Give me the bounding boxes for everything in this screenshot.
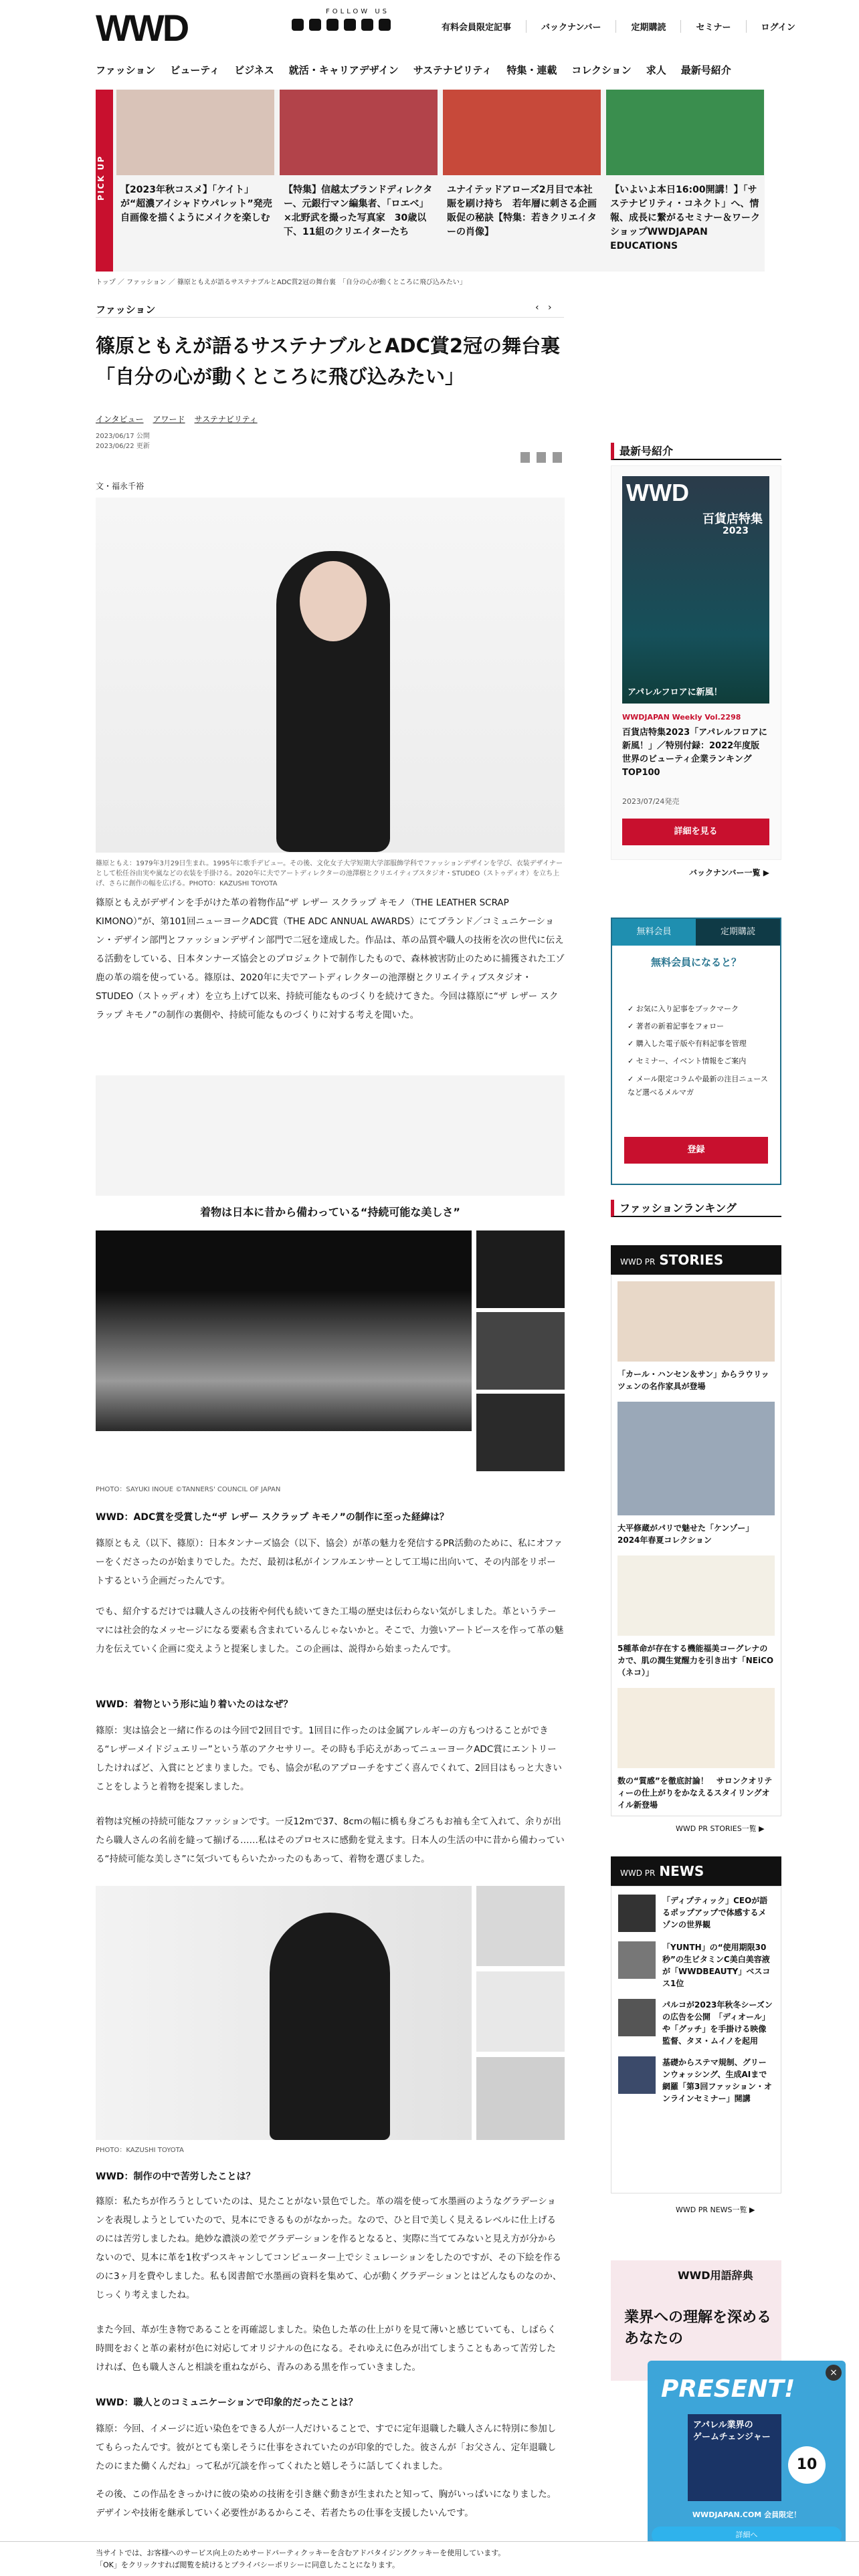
nav-jobs[interactable]: 求人 [646, 64, 666, 76]
pickup-image [443, 90, 601, 175]
interview-question: WWD：着物という形に辿り着いたのはなぜ？ [96, 1699, 293, 1710]
nav-sustainability[interactable]: サステナビリティ [413, 64, 492, 76]
interview-question: WWD：職人とのコミュニケーションで印象的だったことは？ [96, 2397, 358, 2408]
news-thumb [618, 2056, 656, 2094]
wwd-logo[interactable]: WWD [96, 7, 188, 49]
cover-title: 百貨店特集 [702, 512, 763, 526]
pickup-title: ユナイテッドアローズ2月目で本社賑を刷け持ち 若年層に刺さる企画販促の秘訣【特集：若きクリエイターの肖像】 [447, 185, 597, 237]
interview-answer: 篠原ともえ（以下、篠原）：日本タンナーズ協会（以下、協会）が革の魅力を発信するPR活動のために、私にオファーをくださったのが始まりでした。ただ、最初は私がインフルエンサーとして工場に出向いて、その内部をリポートするという企画だったんです。 [96, 1538, 563, 1586]
present-book: アパレル業界の ゲームチェンジャー [688, 2414, 781, 2501]
twitter-share-icon[interactable] [537, 452, 546, 463]
present-popup[interactable] [648, 2361, 846, 2549]
nav-business[interactable]: ビジネス [234, 64, 274, 76]
cookie-banner [0, 2541, 859, 2576]
nav-seminar[interactable]: セミナー [680, 20, 731, 33]
interview-answer: 篠原：私たちが作ろうとしていたのは、見たことがない景色でした。革の端を使って水墨画のようなグラデーションを表現しようとしていたので、見本にできるものがなかった。なので、ひと目で美しく見えるレベルに仕上げるのには苦労しましたね。絶妙な濃淡の差でグラデーションを作るとなると、実際に当ててみないと見え方が分からないので、見本に革を1枚ずつスキャンしてコンピューター上でシミュレーションをしたのですが、その下絵を作るのに3ヶ月を費やしました。私も図書館で水墨画の資料を集めて、心が動くグラデーションとはどんなものなのか、じっくり考えましたね。 [96, 2196, 562, 2300]
story-image[interactable] [617, 1281, 775, 1362]
news-title: 基礎からステマ規制、グリーンウォッシング、生成AIまで網羅「第3回ファッション・オンラインセミナー」開講 [662, 2058, 772, 2103]
interview-answer: その後、この作品をきっかけに彼の染めの技術を引き継ぐ動きが生まれたと知って、胸がいっぱいになりました。デザインや技術を継承していく必要性があるからこそ、若者たちの仕事を支援したいんです。 [96, 2489, 557, 2518]
nav-subscribe[interactable]: 定期購読 [615, 20, 666, 33]
news-title: 「ディプティック」CEOが語るポップアップで体感するメゾンの世界観 [662, 1896, 768, 1929]
cover-logo: WWD [626, 479, 689, 506]
benefit-item: ✓ 購入した電子版や有料記事を管理 [628, 1039, 747, 1048]
nav-premium[interactable]: 有料会員限定記事 [442, 23, 512, 33]
nav-backnumber[interactable]: バックナンバー [526, 20, 601, 33]
cover-note: アパレルフロアに新風！ [628, 687, 723, 697]
pickup-label: PICK UP [96, 154, 106, 201]
breadcrumb[interactable]: トップ ／ ファッション ／ 篠原ともえが語るサステナブルとADC賞2冠の舞台裏 「自分の心が動くところに飛び込みたい」 [96, 279, 466, 286]
nav-career[interactable]: 就活・キャリアデザイン [288, 64, 399, 76]
share-buttons [520, 452, 562, 463]
present-details-button[interactable]: 詳細へ [652, 2527, 842, 2544]
benefit-item: ✓ セミナー、イベント情報をご案内 [628, 1057, 747, 1065]
bookmark-icon[interactable] [553, 452, 562, 463]
portrait-image-2 [96, 1886, 472, 2140]
news-title: パルコが2023年秋冬シーズンの広告を公開 「ディオール」や「グッチ」を手掛ける映像監督、タヌ・ムイノを起用 [662, 2000, 773, 2046]
nav-features[interactable]: 特集・連載 [506, 64, 557, 76]
nav-beauty[interactable]: ビューティ [170, 64, 220, 76]
news-box [611, 1886, 781, 2193]
news-item[interactable] [618, 1895, 774, 1932]
tiktok-icon[interactable] [379, 19, 391, 31]
dictionary-label: WWD用語辞典 [678, 2269, 753, 2282]
magazine-cover[interactable] [622, 476, 769, 704]
youtube-icon[interactable] [361, 19, 373, 31]
pickup-image [280, 90, 438, 175]
news-thumb [618, 1941, 656, 1979]
ranking-heading: ファッションランキング [611, 1200, 781, 1217]
story-title[interactable]: 「カール・ハンセン＆サン」からラウリッツェンの名作家具が登場 [617, 1370, 769, 1391]
member-benefits [628, 1000, 768, 1099]
portrait-thumb[interactable] [476, 2057, 565, 2140]
story-title[interactable]: 5種革命が存在する機能福美コーグレナのカで、肌の潤生覚醒力を引き出す「NEiCO（ネコ）」 [617, 1644, 774, 1677]
tab-free-member[interactable]: 無料会員 [612, 919, 696, 946]
story-title[interactable]: 数の“質感”を徹底討論！ サロンクオリティーの仕上がりをかなえるスタイリングオイル新登場 [617, 1776, 773, 1810]
pickup-card[interactable] [606, 90, 767, 272]
hero-image [96, 498, 565, 853]
stories-heading: WWD PR STORIES [611, 1245, 781, 1275]
tag-link[interactable]: サステナビリティ [194, 415, 258, 424]
article-lead: 篠原ともえがデザインを手がけた革の着物作品“ザ レザー スクラップ キモノ（THE LEATHER SCRAP KIMONO）”が、第101回ニューヨークADC賞（THE ADC ANNUAL AWARDS）にてブランド／コミュニケーション・デザイン部門とファッションデザイン部門で二冠を達成した。作品は、革の品質や職人の技術を次の世代に伝える活動をしている、日本タンナーズ協会とのプロジェクトで制作したもので、森林被害防止のために捕獲された工ゾ鹿の革の端を使っている。篠原は、2020年に夫でアートディレクターの池澤樹とクリエイティブスタジオ・STUDEO（ストゥディオ）を立ち上げて以来、持続可能なものづくりを続けてきた。今回は篠原に“ザ レザー スクラップ キモノ”の制作の裏側や、持続可能なものづくりに対する考えを聞いた。 [96, 897, 565, 1021]
ad-placeholder [96, 1075, 565, 1196]
twitter-icon[interactable] [292, 19, 304, 31]
nav-collection[interactable]: コレクション [571, 64, 632, 76]
published-date: 2023/06/17 公開 [96, 433, 150, 440]
line-icon[interactable] [344, 19, 356, 31]
kimono-thumb[interactable] [476, 1312, 565, 1390]
tab-subscription[interactable]: 定期購読 [696, 919, 780, 946]
cover-year: 2023 [723, 526, 749, 536]
facebook-icon[interactable] [309, 19, 321, 31]
pickup-image [116, 90, 274, 175]
news-item[interactable] [618, 1999, 774, 2047]
close-icon[interactable]: × [826, 2365, 842, 2381]
portrait-figure [270, 1913, 390, 2140]
main-nav [96, 63, 731, 77]
photo-caption: PHOTO：KAZUSHI TOYOTA [96, 2147, 184, 2154]
pickup-card[interactable] [116, 90, 282, 272]
member-title: 無料会員になると？ [650, 956, 741, 968]
portrait-thumb[interactable] [476, 1886, 565, 1966]
issue-details-button[interactable]: 詳細を見る [622, 819, 769, 845]
issue-date: 2023/07/24発売 [622, 797, 680, 806]
news-title: 「YUNTH」の“使用期限30秒”の生ビタミンC美白美容液が「WWDBEAUTY」ベスコス1位 [662, 1943, 771, 1988]
news-item[interactable] [618, 2056, 774, 2105]
interview-question: WWD：ADC賞を受賞した“ザ レザー スクラップ キモノ”の制作に至った経緯は？ [96, 1512, 449, 1523]
register-button[interactable]: 登録 [624, 1137, 768, 1164]
interview-answer: でも、紹介するだけでは職人さんの技術や何代も続いてきた工場の歴史は伝わらない気がしました。革というテーマには社会的なメッセージになる要素も含まれているんじゃないかと。そこで、力強いアートピースを作って革の魅力を伝えていく企画に変えようと提案しました。この企画は、説得から始まったんです。 [96, 1606, 564, 1654]
pickup-title: 【いよいよ本日16:00開講！】「サステナビリティ・コネクト」へ、情報、成長に繋がるセミナー＆ワークショップWWDJAPAN EDUCATIONS [610, 185, 760, 251]
news-heading: WWD PR NEWS [611, 1856, 781, 1886]
kimono-thumb[interactable] [476, 1394, 565, 1471]
story-image[interactable] [617, 1555, 775, 1636]
kimono-image-main [96, 1230, 472, 1431]
kimono-thumb[interactable] [476, 1230, 565, 1308]
instagram-icon[interactable] [326, 19, 339, 31]
portrait-face [300, 561, 367, 641]
benefit-item: ✓ お気に入り記事をブックマーク [628, 1004, 739, 1013]
news-thumb [618, 1895, 656, 1932]
top-nav [442, 20, 795, 33]
present-title: PRESENT! [661, 2375, 795, 2403]
news-thumb [618, 1999, 656, 2036]
cookie-text-2: 「OK」をクリックすれば閲覧を続けるとプライバシーポリシーに同意したことになります。 [96, 2561, 399, 2569]
interview-answer: 着物は究極の持続可能なファッションです。一反12mで37、8cmの幅に橋も身ごろもお袖も全て入れて、余りが出たら職人さんの名前を縫って揃げる……私はそのプロセスに感動を覚えます。日本人の生活の中に昔から備わっている“持続可能な美しさ”に気づいてもらいたかったのもあって、着物を選びました。 [96, 1816, 565, 1864]
article-category[interactable]: ファッション [96, 304, 156, 316]
pickup-image [606, 90, 764, 175]
article-dates [96, 431, 150, 451]
interview-answer: 篠原：実は協会と一緒に作るのは今回で2回目です。1回目に作ったのは金属アレルギーの方もつけることができる“レザーメイドジュエリー”という革のアクセサリー。その時も手応えがあってニューヨークADC賞にエントリーしたければど、入賞にとどまりました。でも、協会が私のアプローチをすごく喜んでくれて、2回目はもっと大きいことをしようと着物を提案しました。 [96, 1725, 562, 1792]
tag-link[interactable]: インタビュー [96, 415, 144, 424]
article-tags [96, 413, 258, 425]
backnumber-link[interactable]: バックナンバー一覧 ▶ [689, 868, 769, 877]
interview-answer: また今回、革が生き物であることを再確認しました。染色した革の仕上がりを見て薄いと感じていても、しばらく時間をおくと革の素材が色に対応してオリジナルの色になる。それゆえに色みが出てしまうこともあって苦労したければ、色も職人さんと相談を重ねながら、青みのある黒を作っていきました。 [96, 2325, 557, 2373]
interview-question: WWD：制作の中で苦労したことは？ [96, 2171, 256, 2182]
news-item[interactable] [618, 1941, 774, 1990]
article-nav-arrows[interactable]: ‹ › [535, 302, 552, 313]
pickup-card[interactable] [280, 90, 440, 272]
present-url: WWDJAPAN.COM 会員限定！ [692, 2510, 801, 2519]
cookie-text: 当サイトでは、お客様へのサービス向上のためサードパーティクッキーを含むアドバタイジングクッキーを使用しています。 [96, 2549, 506, 2557]
benefit-item: ✓ 著者の新着記事をフォロー [628, 1022, 725, 1031]
nav-latest-issue[interactable]: 最新号紹介 [680, 64, 731, 76]
story-title[interactable]: 大平修蔵がパリで魅せた「ケンゾー」2024年春夏コレクション [617, 1523, 754, 1545]
issue-description[interactable]: 百貨店特集2023「アパレルフロアに新風！」／特別付録：2022年度版 世界のビューティ企業ランキングTOP100 [622, 728, 767, 778]
photo-caption: PHOTO：SAYUKI INOUE ©TANNERS' COUNCIL OF JAPAN [96, 1486, 281, 1493]
story-image[interactable] [617, 1688, 775, 1768]
social-links [292, 19, 391, 31]
article-title: 篠原ともえが語るサステナブルとADC賞2冠の舞台裏 「自分の心が動くところに飛び込みたい」 [96, 334, 580, 388]
stories-more-link[interactable]: WWD PR STORIES一覧 ▶ [676, 1824, 765, 1833]
section-heading: 着物は日本に昔から備わっている“持続可能な美しさ” [200, 1206, 460, 1218]
follow-us-label: FOLLOW US [326, 8, 390, 15]
present-count: 10 [788, 2446, 826, 2484]
photo-caption: 篠原ともえ：1979年3月29日生まれ。1995年に歌手デビュー。その後、文化女子大学短期大学部服飾学科でファッションデザインを学び、衣装デザイナーとして松任谷由実や嵐などの衣装を手掛ける。2020年に夫でアートディレクターの池澤樹とクリエイティブスタジオ・STUDEO（ストゥディオ）を立ち上げ、さらに創作の幅を広げる。PHOTO：KAZUSHI TOYOTA [96, 860, 563, 887]
latest-issue-heading: 最新号紹介 [611, 443, 781, 460]
news-more-link[interactable]: WWD PR NEWS一覧 ▶ [676, 2206, 755, 2214]
pickup-title: 【2023年秋コスメ】「ケイト」が“超濃アイシャドウパレット”発売 自画像を描くようにメイクを楽しむ [120, 185, 282, 223]
portrait-thumb[interactable] [476, 1971, 565, 2052]
tag-link[interactable]: アワード [153, 415, 185, 424]
nav-login[interactable]: ログイン [746, 20, 795, 33]
interview-answer: 篠原：今回、イメージに近い染色をできる人が一人だけいることで、すでに定年退職した職人さんに特別に参加してもらったんです。彼がとても楽しそうに仕事をされていたのが印象的でした。彼さんが「お父さん、定年退職したのにまた働くんだね」って私が冗談を作ってくれたと嬉しそうに話してくれました。 [96, 2424, 557, 2472]
updated-date: 2023/06/22 更新 [96, 443, 150, 450]
pickup-card[interactable] [443, 90, 603, 272]
story-image[interactable] [617, 1402, 775, 1515]
divider [96, 317, 564, 318]
byline: 文・福永千裕 [96, 481, 145, 491]
issue-number: WWDJAPAN Weekly Vol.2298 [622, 713, 741, 722]
pickup-title: 【特集】信越太ブランドディレクター、元銀行マン編集者、「ロエベ」×北野武を撮った写真家 30歳以下、11組のクリエイターたち [284, 185, 433, 237]
benefit-item: ✓ メール限定コラムや最新の注目ニュースなど選べるメルマガ [628, 1075, 768, 1097]
nav-fashion[interactable]: ファッション [96, 64, 156, 76]
facebook-share-icon[interactable] [520, 452, 530, 463]
dictionary-text: 業界への理解を深めるあなたの [624, 2309, 772, 2347]
